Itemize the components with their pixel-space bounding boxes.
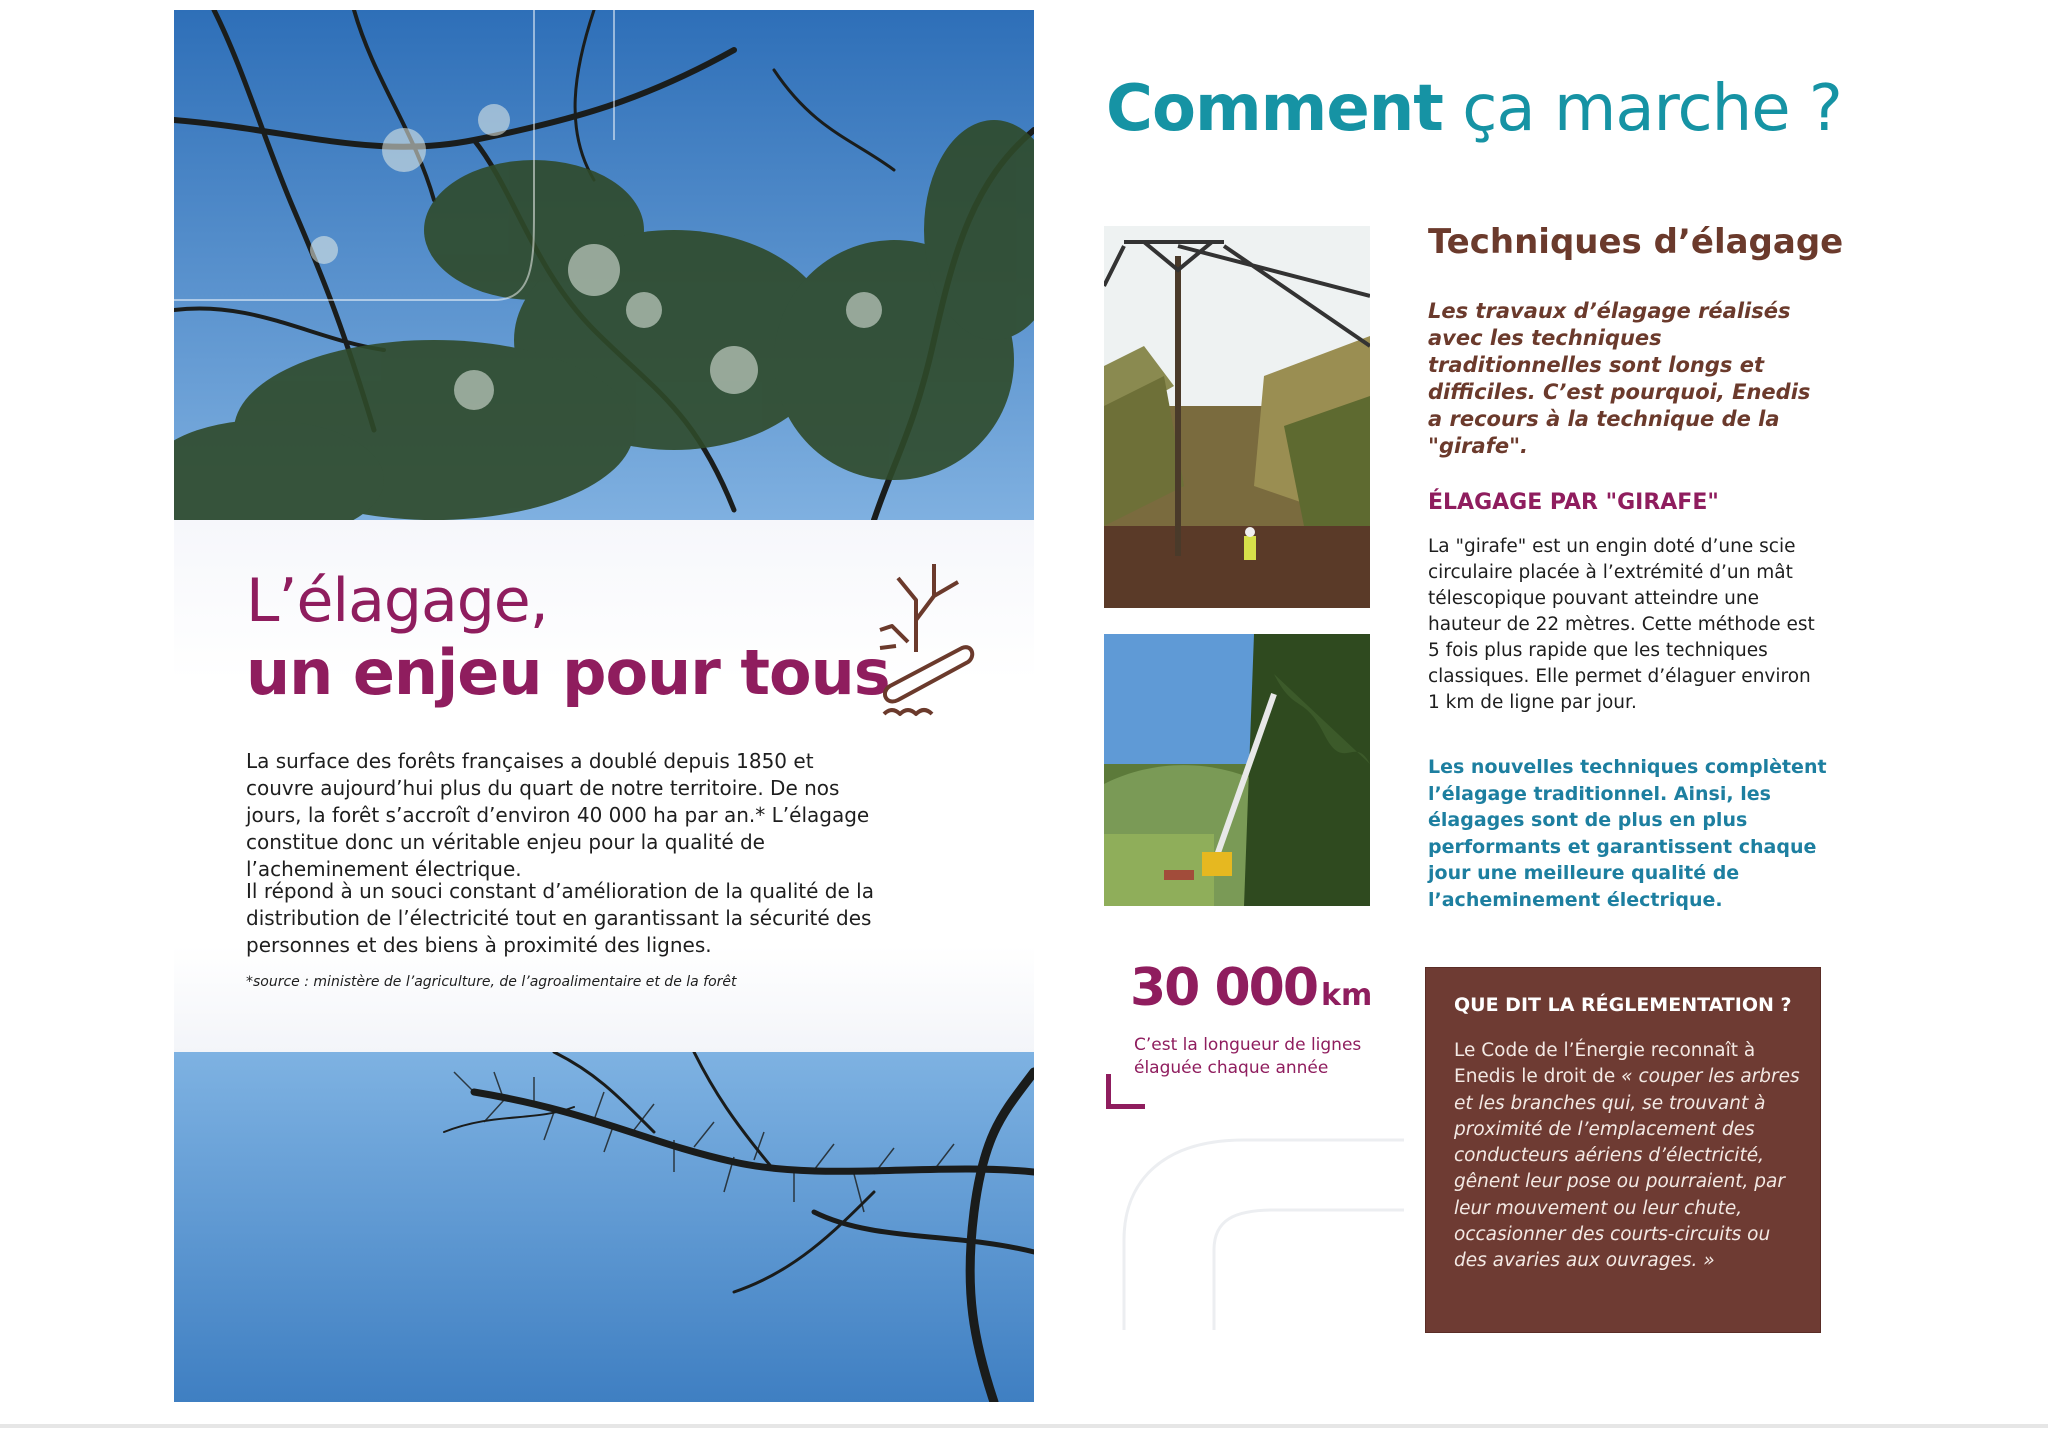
stat-value: 30 000 xyxy=(1130,958,1318,1018)
regulation-intro: Le Code de l’Énergie reconnaît à Enedis le droit de xyxy=(1454,1040,1756,1088)
heading-line-1: L’élagage, xyxy=(246,566,548,636)
power-pylon-photo xyxy=(1104,226,1370,608)
techniques-intro: Les travaux d’élagage réalisés avec les techniques traditionnelles sont longs et difficiles. C’est pourquoi, Enedis a recours à la technique de la "girafe". xyxy=(1428,299,1811,458)
stat-caption: C’est la longueur de lignes élaguée chaque année xyxy=(1134,1035,1362,1078)
title-bold: Comment xyxy=(1106,72,1443,146)
regulation-title: QUE DIT LA RÉGLEMENTATION ? xyxy=(1454,994,1792,1016)
stat-unit: km xyxy=(1321,978,1373,1013)
girafe-section-title: ÉLAGAGE PAR "GIRAFE" xyxy=(1428,490,1719,515)
regulation-quote: « couper les arbres et les branches qui, se trouvant à proximité de l’emplacement des conducteurs aériens d’électricité, gênent leur pose ou pourraient, par leur mouvement ou leur chute, occasionner des courts-circuits ou des avaries aux ouvrages. » xyxy=(1454,1066,1800,1272)
tree-canopy-photo-top xyxy=(174,10,1034,520)
techniques-title: Techniques d’élagage xyxy=(1428,222,1844,262)
heading-line-2: un enjeu pour tous xyxy=(246,636,890,709)
chainsaw-branch-icon xyxy=(872,560,976,720)
page-bottom-rule xyxy=(0,1424,2048,1428)
bare-tree-photo-bottom xyxy=(174,1052,1034,1402)
regulation-text xyxy=(1454,1038,1804,1275)
stat-number xyxy=(1130,958,1372,1018)
intro-paragraph-1: La surface des forêts françaises a doublé depuis 1850 et couvre aujourd’hui plus du quart de notre territoire. De nos jours, la forêt s’accroît d’environ 40 000 ha par an.* L’élagage constitue donc un véritable enjeu pour la qualité de l’acheminement électrique. xyxy=(246,749,870,881)
page-title xyxy=(1106,72,1842,146)
title-rest: ça marche ? xyxy=(1442,72,1842,146)
girafe-description: La "girafe" est un engin doté d’une scie circulaire placée à l’extrémité d’un mât télescopique pouvant atteindre une hauteur de 22 mètres. Cette méthode est 5 fois plus rapide que les techniques classiques. Elle permet d’élaguer environ 1 km de ligne par jour. xyxy=(1428,536,1815,713)
new-techniques-text: Les nouvelles techniques complètent l’élagage traditionnel. Ainsi, les élagages sont de plus en plus performants et garantissent chaque jour une meilleure qualité de l’acheminement électrique. xyxy=(1428,756,1827,911)
source-footnote: *source : ministère de l’agriculture, de l’agroalimentaire et de la forêt xyxy=(246,974,737,990)
intro-paragraph-2: Il répond à un souci constant d’amélioration de la qualité de la distribution de l’électricité tout en garantissant la sécurité des personnes et des biens à proximité des lignes. xyxy=(246,879,874,957)
ghost-logo-watermark xyxy=(1104,1120,1424,1330)
stat-bracket-decoration xyxy=(1106,1074,1145,1109)
girafe-machine-photo xyxy=(1104,634,1370,906)
